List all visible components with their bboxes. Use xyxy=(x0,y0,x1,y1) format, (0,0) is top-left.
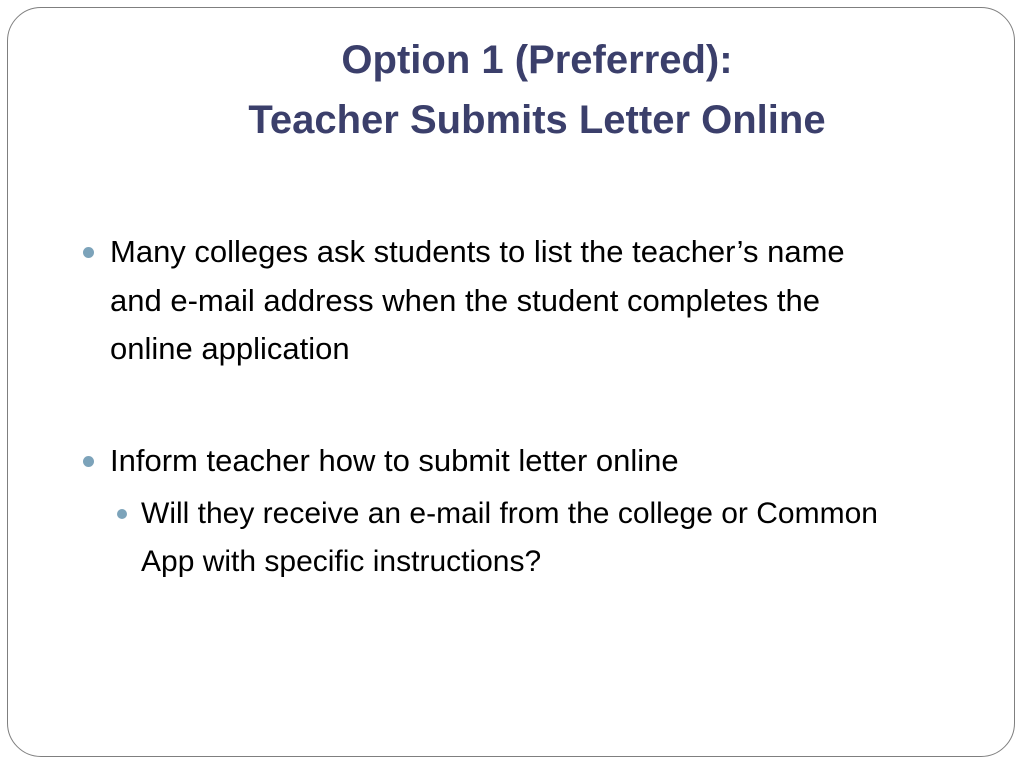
slide-title-line-1: Option 1 (Preferred): xyxy=(341,38,733,82)
bullet-dot-icon xyxy=(83,247,94,258)
bullet-item xyxy=(110,437,900,486)
bullet-item xyxy=(110,228,900,374)
bullet-text: Inform teacher how to submit letter online xyxy=(110,443,679,478)
sub-bullet-text: Will they receive an e-mail from the college or Common App with specific instructions? xyxy=(141,497,878,578)
bullet-text: Many colleges ask students to list the teacher’s name and e-mail address when the student completes the online application xyxy=(110,234,845,366)
slide-title-line-2: Teacher Submits Letter Online xyxy=(248,98,826,142)
sub-bullet-dot-icon xyxy=(117,509,127,519)
sub-bullet-item xyxy=(141,490,921,585)
bullet-dot-icon xyxy=(83,456,94,467)
